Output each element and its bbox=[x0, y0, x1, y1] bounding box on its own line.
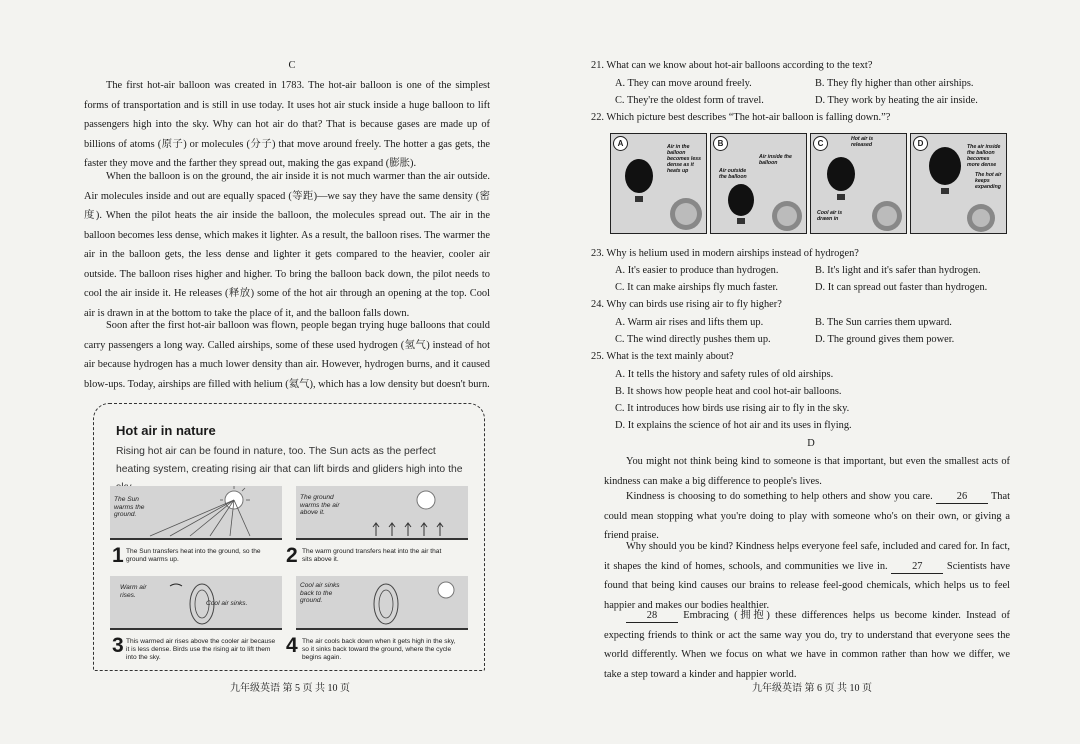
panel-3-label-cool: Cool air sinks. bbox=[206, 600, 248, 607]
passage-d-paragraph-2-end: That could mean stopping what you're doing to play with someone who's on their own, or giving a friend praise. bbox=[604, 491, 1010, 541]
passage-c-paragraph-2: When the balloon is on the ground, the air inside it is not much warmer than the air outside. Air molecules inside and out are equally spaced (等距)—we say they have the same density (密度). When the pilot heats the air inside the balloon, the molecules spread out. The air in the balloon becomes less dense, which makes it lighter. As a result, the balloon rises. The warmer the air in the balloon gets, the less dense and lighter it gets compared to the heavier, cooler air outside. The balloon rises higher and higher. To bring the balloon back down, the pilot needs to cool the air inside it. He releases (释放) some of the hot air through an opening at the top. Cool air is drawn in at the bottom to take the place of it, and the balloon falls down. bbox=[84, 171, 490, 319]
q21-option-b[interactable]: B. They fly higher than other airships. bbox=[815, 78, 974, 89]
step-caption-3: This warmed air rises above the cooler air because it is less dense. Birds use the rising air to lift them into the sky. bbox=[126, 638, 276, 661]
passage-d-paragraph-4-text: Embracing (拥抱) these differences helps us become kinder. Instead of expecting friends to think or act the same way you do, try to understand that everyone sees the world differently. When we focus on what we have in common rather than how we differ, we take a step toward a kinder and happier world. bbox=[604, 610, 1011, 680]
passage-d-paragraph-3-end: Scientists have found that being kind causes our brains to release feel-good chemicals, which helps us to feel happier and makes our bodies healthier. bbox=[604, 560, 1010, 611]
q24-option-c[interactable]: C. The wind directly pushes them up. bbox=[615, 334, 771, 345]
step-caption-2: The warm ground transfers heat into the air that sits above it. bbox=[302, 548, 442, 563]
q21-option-a[interactable]: A. They can move around freely. bbox=[615, 78, 752, 89]
q22-image-letter-c: C bbox=[813, 136, 828, 151]
q22-image-letter-b: B bbox=[713, 136, 728, 151]
q22-d-note-expanding: The hot air keeps expanding bbox=[975, 172, 1002, 190]
q22-image-c[interactable] bbox=[810, 133, 907, 234]
question-23-stem: 23. Why is helium used in modern airships instead of hydrogen? bbox=[591, 248, 859, 259]
q23-option-c[interactable]: C. It can make airships fly much faster. bbox=[615, 282, 779, 293]
q25-option-a[interactable]: A. It tells the history and safety rules of old airships. bbox=[615, 369, 834, 380]
q23-option-d[interactable]: D. It can spread out faster than hydrogen. bbox=[815, 282, 988, 293]
nature-panel-4 bbox=[296, 576, 468, 630]
panel-4-label: Cool air sinks back to the ground. bbox=[300, 582, 340, 604]
q22-c-note-drawn-in: Cool air is drawn in bbox=[817, 210, 843, 222]
section-letter-c: C bbox=[288, 60, 296, 71]
passage-c-paragraph-3: Soon after the first hot-air balloon was flown, people began trying huge balloons that could carry passengers a long way. Called airships, some of these used hydrogen (氢气) instead of hot air because hydrogen has a much lower density than air. However, hydrogen burns, and it caused blow-ups. Today, airships are filled with helium (氦气), which has a low density but doesn't burn. bbox=[84, 320, 490, 390]
q21-option-d[interactable]: D. They work by heating the air inside. bbox=[815, 95, 978, 106]
blank-27[interactable]: 27 bbox=[891, 561, 943, 574]
q25-option-b[interactable]: B. It shows how people heat and cool hot-air balloons. bbox=[615, 386, 842, 397]
step-number-1: 1 bbox=[112, 544, 124, 567]
blank-26[interactable]: 26 bbox=[936, 491, 988, 504]
panel-1-label: The Sun warms the ground. bbox=[114, 496, 145, 518]
q22-image-letter-a: A bbox=[613, 136, 628, 151]
q22-image-d[interactable] bbox=[910, 133, 1007, 234]
passage-c-paragraph-1: The first hot-air balloon was created in 1783. The hot-air balloon is one of the simplest forms of transportation and is still in use today. It uses hot air stuck inside a huge balloon to lift passengers high into the sky. Why can hot air do that? That is because gases are made up of billions of atoms (原子) or molecules (分子) that move around freely. The hotter a gas gets, the faster they move and the farther they spread out, making the gas expand (膨胀). bbox=[84, 80, 490, 169]
q22-d-note-dense: The air inside the balloon becomes more dense bbox=[967, 144, 1001, 168]
step-number-3: 3 bbox=[112, 634, 124, 657]
question-24-stem: 24. Why can birds use rising air to fly higher? bbox=[591, 299, 782, 310]
blank-28[interactable]: 28 bbox=[626, 610, 678, 623]
q22-image-letter-d: D bbox=[913, 136, 928, 151]
q24-option-d[interactable]: D. The ground gives them power. bbox=[815, 334, 955, 345]
section-letter-d: D bbox=[807, 438, 815, 449]
q24-option-a[interactable]: A. Warm air rises and lifts them up. bbox=[615, 317, 764, 328]
nature-panel-3 bbox=[110, 576, 282, 630]
step-caption-4: The air cools back down when it gets high in the sky, so it sinks back toward the ground, where the cycle begins again. bbox=[302, 638, 456, 661]
hot-air-in-nature-box bbox=[93, 403, 485, 671]
question-22-stem: 22. Which picture best describes “The hot-air balloon is falling down.”? bbox=[591, 112, 891, 123]
panel-2-label: The ground warms the air above it. bbox=[300, 494, 340, 516]
question-21-stem: 21. What can we know about hot-air balloons according to the text? bbox=[591, 60, 873, 71]
nature-box-intro: Rising hot air can be found in nature, too. The Sun acts as the perfect heating system, creating rising air that can lift birds and gliders high into the bbox=[116, 446, 463, 475]
page-6-footer: 九年级英语 第 6 页 共 10 页 bbox=[752, 683, 872, 694]
q22-image-b[interactable] bbox=[710, 133, 807, 234]
step-number-2: 2 bbox=[286, 544, 298, 567]
passage-d-paragraph-3-start: Why should you be kind? Kindness helps everyone feel safe, included and cared for. In fact, it shapes the kind of homes, schools, and communities we live in. bbox=[604, 541, 1010, 572]
q25-option-c[interactable]: C. It introduces how birds use rising air to fly in the sky. bbox=[615, 403, 850, 414]
q24-option-b[interactable]: B. The Sun carries them upward. bbox=[815, 317, 952, 328]
q22-c-note-released: Hot air is released bbox=[851, 136, 874, 148]
passage-d-paragraph-3 bbox=[604, 537, 1010, 615]
page-5-footer: 九年级英语 第 5 页 共 10 页 bbox=[230, 683, 350, 694]
passage-d-paragraph-2-start: Kindness is choosing to do something to help others and show you care. bbox=[626, 491, 933, 502]
nature-panel-2 bbox=[296, 486, 468, 540]
q22-b-note-outside: Air outside the balloon bbox=[719, 168, 747, 180]
q25-option-d[interactable]: D. It explains the science of hot air and its uses in flying. bbox=[615, 420, 852, 431]
step-number-4: 4 bbox=[286, 634, 298, 657]
panel-3-label-warm: Warm air rises. bbox=[120, 584, 147, 599]
q21-option-c[interactable]: C. They're the oldest form of travel. bbox=[615, 95, 764, 106]
step-caption-1: The Sun transfers heat into the ground, so the ground warms up. bbox=[126, 548, 261, 563]
q23-option-a[interactable]: A. It's easier to produce than hydrogen. bbox=[615, 265, 779, 276]
q22-image-a[interactable] bbox=[610, 133, 707, 234]
q22-b-note-inside: Air inside the balloon bbox=[759, 154, 792, 166]
q23-option-b[interactable]: B. It's light and it's safer than hydrogen. bbox=[815, 265, 981, 276]
nature-box-title: Hot air in nature bbox=[116, 423, 216, 438]
passage-d-paragraph-1: You might not think being kind to someone is that important, but even the smallest acts of kindness can make a big difference to people's lives. bbox=[604, 456, 1010, 487]
nature-panel-1 bbox=[110, 486, 282, 540]
passage-d-paragraph-4 bbox=[604, 606, 1010, 684]
balloon-air-inside-outside-illustration bbox=[711, 134, 806, 233]
q22-a-note: Air in the balloon becomes less dense as it heats up bbox=[667, 144, 702, 174]
question-25-stem: 25. What is the text mainly about? bbox=[591, 351, 734, 362]
